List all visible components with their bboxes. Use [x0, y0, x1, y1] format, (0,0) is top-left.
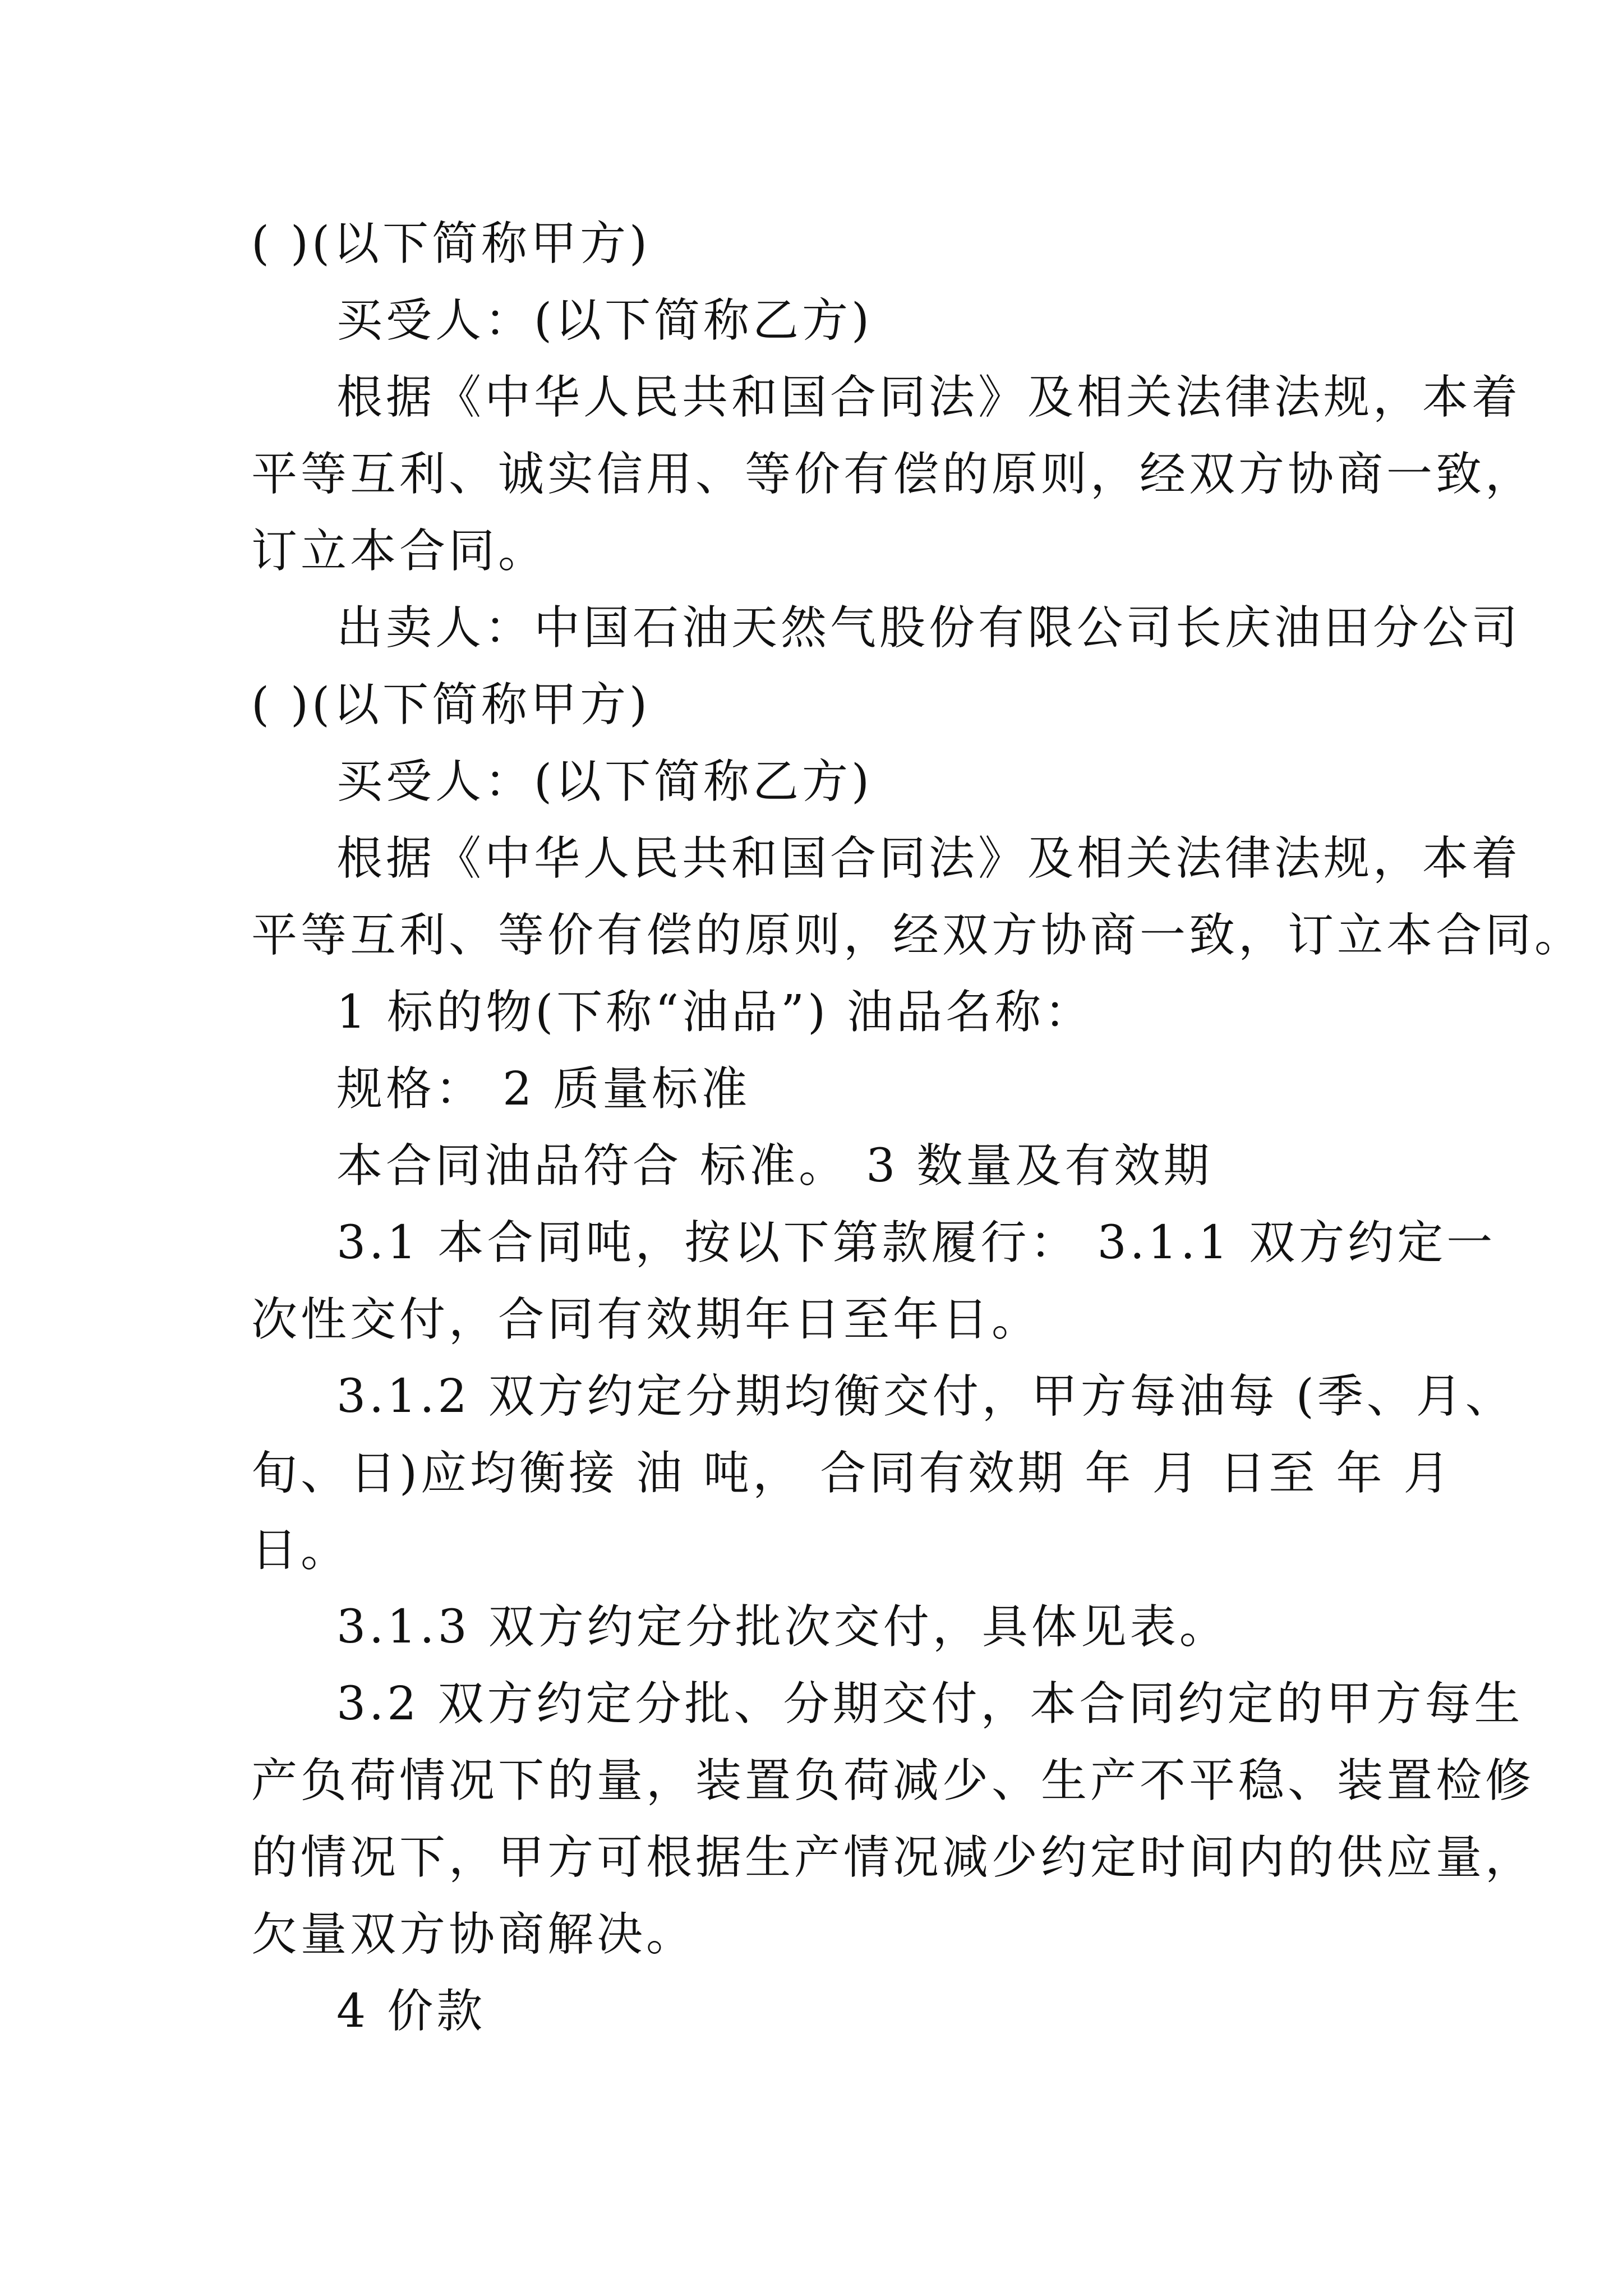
paragraph-line: 规格： 2 质量标准 [336, 1062, 751, 1116]
paragraph-line: 次性交付，合同有效期年日至年日。 [251, 1293, 1041, 1346]
paragraph-line: 订立本合同。 [251, 524, 548, 578]
paragraph-line: 买受人：(以下简称乙方) [336, 755, 873, 808]
paragraph-line: 出卖人：中国石油天然气股份有限公司长庆油田分公司 [336, 601, 1521, 655]
section-heading: 4 价款 [336, 1985, 486, 2038]
paragraph-line: 3.1.2 双方约定分期均衡交付，甲方每油每 (季、月、 [336, 1370, 1515, 1423]
paragraph-line: 日。 [251, 1524, 351, 1577]
paragraph-line: 平等互利、等价有偿的原则，经双方协商一致，订立本合同。 [251, 909, 1584, 962]
paragraph-line: 本合同油品符合 标准。 3 数量及有效期 [336, 1139, 1213, 1193]
paragraph-line: 产负荷情况下的量，装置负荷减少、生产不平稳、装置检修 [251, 1754, 1535, 1807]
paragraph-line: 买受人：(以下简称乙方) [336, 294, 873, 347]
paragraph-line: 根据《中华人民共和国合同法》及相关法律法规，本着 [336, 832, 1521, 885]
paragraph-line: 根据《中华人民共和国合同法》及相关法律法规，本着 [336, 371, 1521, 424]
paragraph-line: ( )(以下简称甲方) [251, 678, 651, 731]
paragraph-line: 3.2 双方约定分批、分期交付，本合同约定的甲方每生 [336, 1677, 1524, 1731]
paragraph-line: 1 标的物(下称“油品”) 油品名称： [336, 986, 1094, 1039]
paragraph-line: ( )(以下简称甲方) [251, 217, 651, 270]
paragraph-line: 旬、日)应均衡接 油 吨， 合同有效期 年 月 日至 年 月 [251, 1447, 1453, 1500]
paragraph-line: 欠量双方协商解决。 [251, 1908, 696, 1961]
paragraph-line: 平等互利、诚实信用、等价有偿的原则，经双方协商一致， [251, 448, 1535, 501]
paragraph-line: 3.1 本合同吨，按以下第款履行： 3.1.1 双方约定一 [336, 1216, 1496, 1269]
paragraph-line: 的情况下，甲方可根据生产情况减少约定时间内的供应量， [251, 1831, 1535, 1884]
paragraph-line: 3.1.3 双方约定分批次交付，具体见表。 [336, 1600, 1229, 1654]
